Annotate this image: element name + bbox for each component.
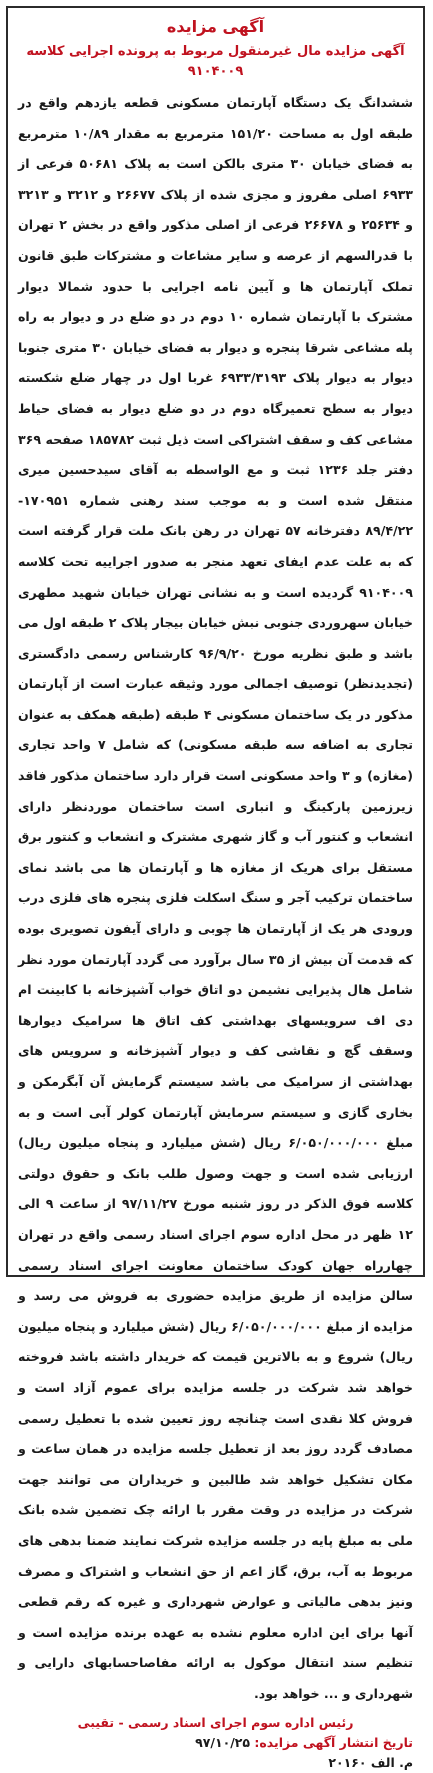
notice-title: آگهی مزایده xyxy=(166,17,265,36)
publish-date-value: ۹۷/۱۰/۲۵ xyxy=(195,1735,251,1751)
notice-code: م. الف ۲۰۱۶۰ xyxy=(328,1755,413,1771)
notice-subtitle: آگهی مزایده مال غیرمنقول مربوط به پرونده اجرایی کلاسه ۹۱۰۴۰۰۹ xyxy=(26,44,405,79)
publish-date-label: تاریخ انتشار آگهی مزایده: xyxy=(254,1735,413,1751)
notice-body: ششدانگ یک دستگاه آپارتمان مسکونی قطعه یازدهم واقع در طبقه اول به مساحت ۱۵۱/۲۰ مترمربع به مقدار ۱۰/۸۹ مترمربع به فضای خیابان ۳۰ متری بالکن است به پلاک ۵۰۶۸۱ فرعی از ۶۹۳۳ اصلی مفروز و مجزی شده از پلاک ۲۶۶۷۷ و ۳۲۱۲ و ۳۲۱۳ و ۲۵۶۳۴ و ۲۶۶۷۸ فرعی از اصلی مذکور واقع در بخش ۲ تهران با قدرالسهم از عرصه و سایر مشاعات و مشترکات طبق قانون تملک آپارتمان ها و آیین نامه اجرایی با حدود شمالا دیوار مشترک با آپارتمان شماره ۱۰ دوم در دو ضلع در و دیوار به راه پله مشاعی شرقا پنجره و دیوار به فضای خیابان ۳۰ متری جنوبا دیوار به دیوار پلاک ۶۹۳۳/۳۱۹۳ غربا اول در چهار ضلع شکسته دیوار به سطح تعمیرگاه دوم در دو ضلع دیوار به فضای حیاط مشاعی کف و سقف اشتراکی است ذیل ثبت ۱۸۵۷۸۲ صفحه ۳۶۹ دفتر جلد ۱۲۳۶ ثبت و مع الواسطه به آقای سیدحسین میری منتقل شده است و به موجب سند رهنی شماره ۱۷۰۹۵۱- ۸۹/۴/۲۲ دفترخانه ۵۷ تهران در رهن بانک ملت قرار گرفته است که به علت عدم ایفای تعهد منجر به صدور اجراییه تحت کلاسه ۹۱۰۴۰۰۹ گردیده است و به نشانی تهران خیابان شهید مطهری خیابان سهروردی جنوبی نبش خیابان بیجار پلاک ۲ طبقه اول می باشد و طبق نظریه مورخ ۹۶/۹/۲۰ کارشناس رسمی دادگستری (تجدیدنظر) توصیف اجمالی مورد وثیقه عبارت است از آپارتمان مذکور در یک ساختمان مسکونی ۴ طبقه (طبقه همکف به عنوان تجاری به اضافه سه طبقه مسکونی) که شامل ۷ واحد تجاری (مغازه) و ۳ واحد مسکونی است قرار دارد ساختمان مذکور فاقد زیرزمین پارکینگ و انباری است ساختمان موردنظر دارای انشعاب و کنتور آب و گاز شهری مشترک و انشعاب و کنتور برق مستقل برای هریک از مغازه ها و آپارتمان ها می باشد نمای ساختمان ترکیب آجر و سنگ اسکلت فلزی پنجره های فلزی درب ورودی هر یک از آپارتمان ها چوبی و دارای آیفون تصویری بوده که قدمت آن بیش از ۳۵ سال برآورد می گردد آپارتمان مورد نظر شامل هال پذیرایی نشیمن دو اتاق خواب آشپزخانه با کابینت ام دی اف سرویسهای بهداشتی کف اتاق ها سرامیک دیوارها وسقف گچ و نقاشی کف و دیوار آشپزخانه و سرویس های بهداشتی از سرامیک می باشد سیستم گرمایش آن آبگرمکن و بخاری گازی و سیستم سرمایش آپارتمان کولر آبی است و به مبلغ ۶/۰۵۰/۰۰۰/۰۰۰ ریال (شش میلیارد و پنجاه میلیون ریال) ارزیابی شده است و جهت وصول طلب بانک و حقوق دولتی کلاسه فوق الذکر در روز شنبه مورخ ۹۷/۱۱/۲۷ از ساعت ۹ الی ۱۲ ظهر در محل اداره سوم اجرای اسناد رسمی واقع در تهران چهارراه جهان کودک ساختمان معاونت اجرای اسناد رسمی سالن مزایده از طریق مزایده حضوری به فروش می رسد و مزایده از مبلغ ۶/۰۵۰/۰۰۰/۰۰۰ ریال (شش میلیارد و پنجاه میلیون ریال) شروع و به بالاترین قیمت که خریدار داشته باشد فروخته خواهد شد شرکت در جلسه مزایده برای عموم آزاد است و فروش کلا نقدی است چنانچه روز تعیین شده با تعطیل رسمی مصادف گردد روز بعد از تعطیل جلسه مزایده در همان ساعت و مکان تشکیل خواهد شد طالبین و خریداران می توانند جهت شرکت در مزایده در وقت مقرر با ارائه چک تضمین شده بانک ملی به مبلغ پایه در جلسه مزایده شرکت نمایند ضمنا بدهی های مربوط به آب، برق، گاز اعم از حق انشعاب و اشتراک و مصرف ونیز بدهی مالیاتی و عوارض شهرداری و غیره که رقم قطعی آنها برای این اداره معلوم نشده به عهده برنده مزایده است و تنظیم سند انتقال موکول به ارائه مفاصاحسابهای دارایی و شهرداری و ... خواهد بود. xyxy=(18,95,414,1701)
notice-signature: رئیس اداره سوم اجرای اسناد رسمی - تقیبی xyxy=(77,1715,354,1731)
notice-frame xyxy=(6,6,425,1771)
publish-date-line xyxy=(18,1733,413,1753)
